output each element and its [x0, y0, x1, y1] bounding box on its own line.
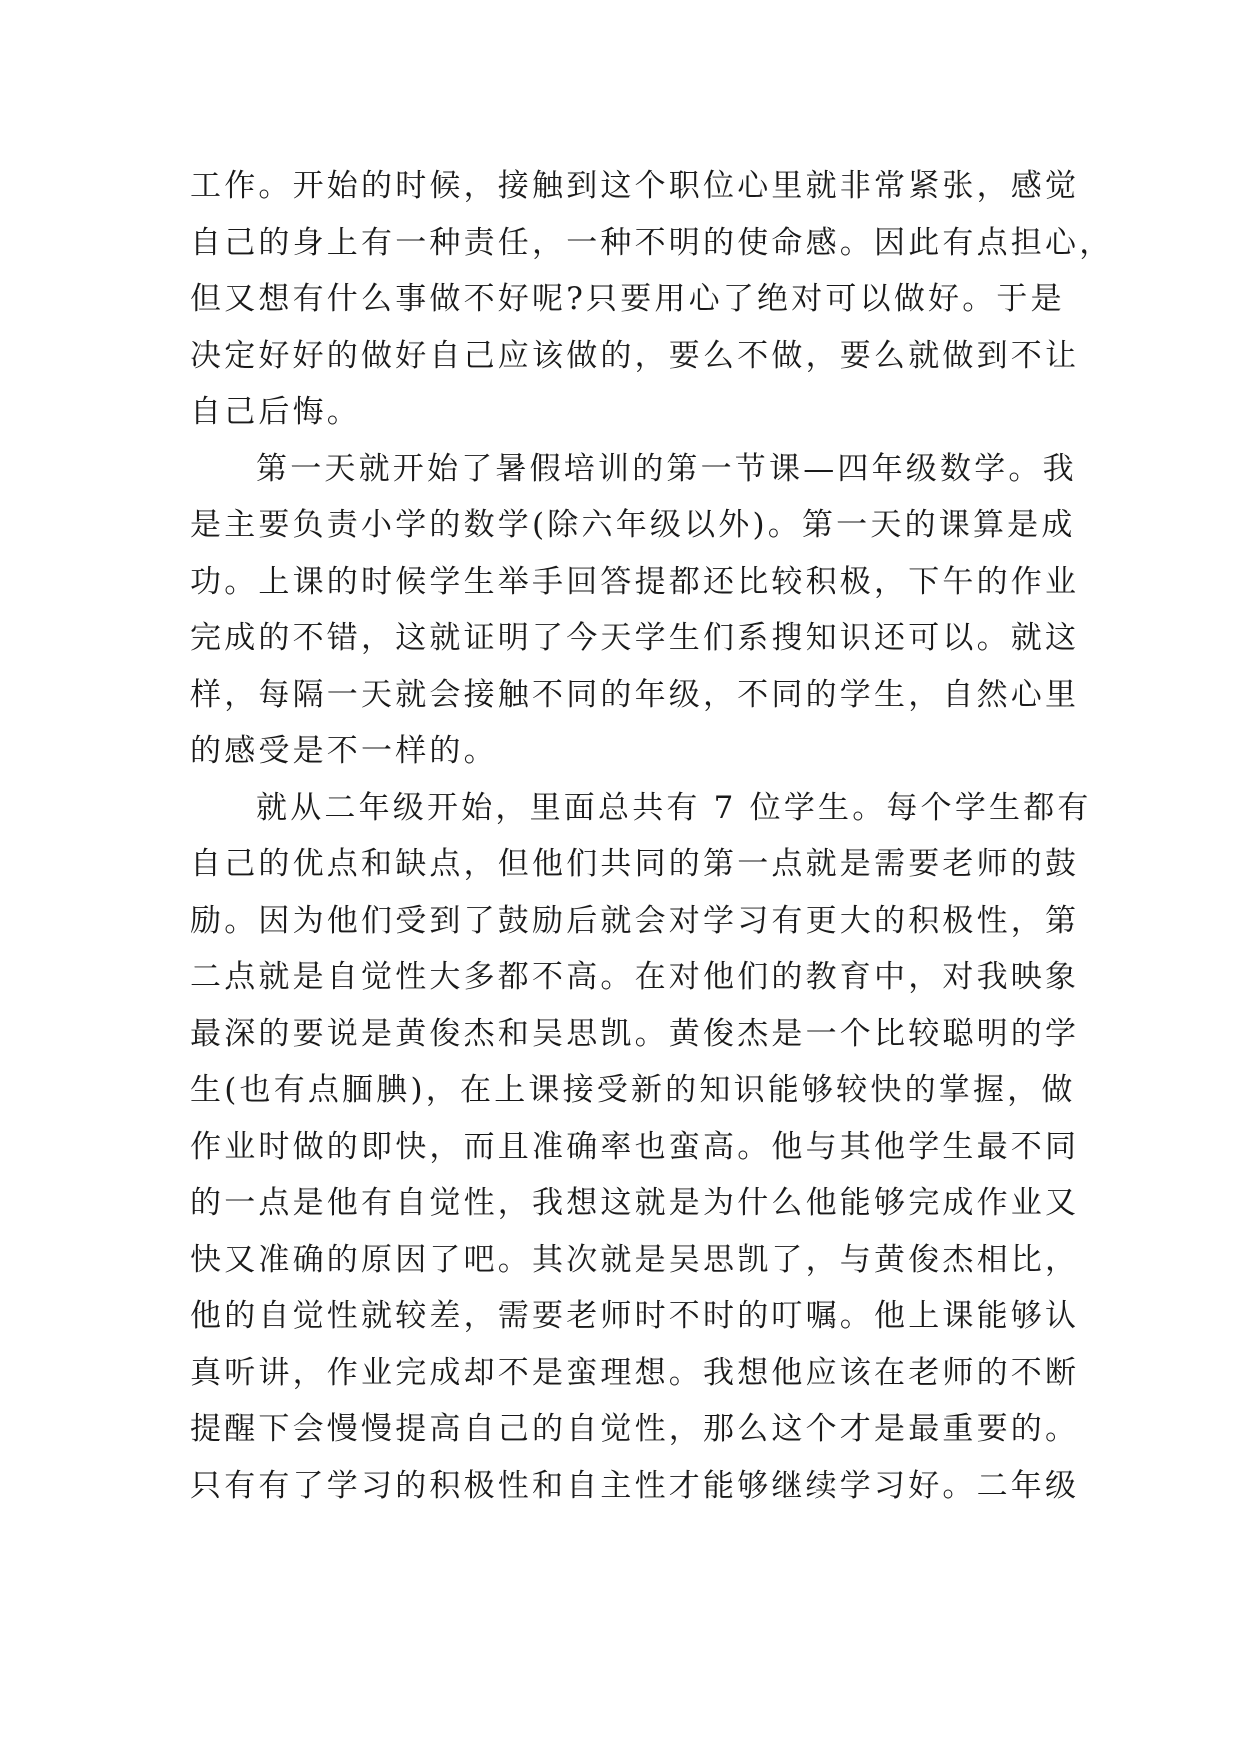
- paragraph-first-line: 第一天就开始了暑假培训的第一节课—四年级数学。我: [256, 450, 1077, 487]
- text-line: 决定好好的做好自己应该做的，要么不做，要么就做到不让: [190, 337, 1080, 374]
- text-line: 自己的身上有一种责任，一种不明的使命感。因此有点担心，: [190, 224, 1114, 261]
- text-line: 最深的要说是黄俊杰和吴思凯。黄俊杰是一个比较聪明的学: [190, 1015, 1080, 1052]
- text-line: 样，每隔一天就会接触不同的年级，不同的学生，自然心里: [190, 676, 1080, 713]
- text-line: 只有有了学习的积极性和自主性才能够继续学习好。二年级: [190, 1467, 1080, 1504]
- text-line: 生(也有点腼腆)，在上课接受新的知识能够较快的掌握，做: [190, 1072, 1076, 1108]
- text-line: 工作。开始的时候，接触到这个职位心里就非常紧张，感觉: [190, 168, 1080, 204]
- document-body: [190, 158, 1114, 1514]
- text-line: 他的自觉性就较差，需要老师时不时的叮嘱。他上课能够认: [190, 1298, 1080, 1334]
- text-line: 的感受是不一样的。: [190, 733, 498, 769]
- text-line: 快又准确的原因了吧。其次就是吴思凯了，与黄俊杰相比，: [190, 1241, 1080, 1278]
- text-line: 但又想有什么事做不好呢?只要用心了绝对可以做好。于是: [190, 281, 1065, 317]
- text-line: 自己后悔。: [190, 394, 361, 430]
- text-line: 功。上课的时候学生举手回答提都还比较积极，下午的作业: [190, 563, 1080, 600]
- text-line: 的一点是他有自觉性，我想这就是为什么他能够完成作业又: [190, 1185, 1080, 1221]
- text-line: 提醒下会慢慢提高自己的自觉性，那么这个才是最重要的。: [190, 1411, 1080, 1447]
- text-line: 作业时做的即快，而且准确率也蛮高。他与其他学生最不同: [190, 1128, 1080, 1165]
- text-line: 二点就是自觉性大多都不高。在对他们的教育中，对我映象: [190, 959, 1080, 995]
- text-line: 是主要负责小学的数学(除六年级以外)。第一天的课算是成: [190, 507, 1076, 543]
- paragraph-first-line: 就从二年级开始，里面总共有 7 位学生。每个学生都有: [256, 789, 1092, 826]
- text-line: 真听讲，作业完成却不是蛮理想。我想他应该在老师的不断: [190, 1354, 1080, 1391]
- text-line: 自己的优点和缺点，但他们共同的第一点就是需要老师的鼓: [190, 846, 1080, 882]
- text-line: 完成的不错，这就证明了今天学生们系搜知识还可以。就这: [190, 620, 1080, 656]
- text-line: 励。因为他们受到了鼓励后就会对学习有更大的积极性，第: [190, 902, 1080, 939]
